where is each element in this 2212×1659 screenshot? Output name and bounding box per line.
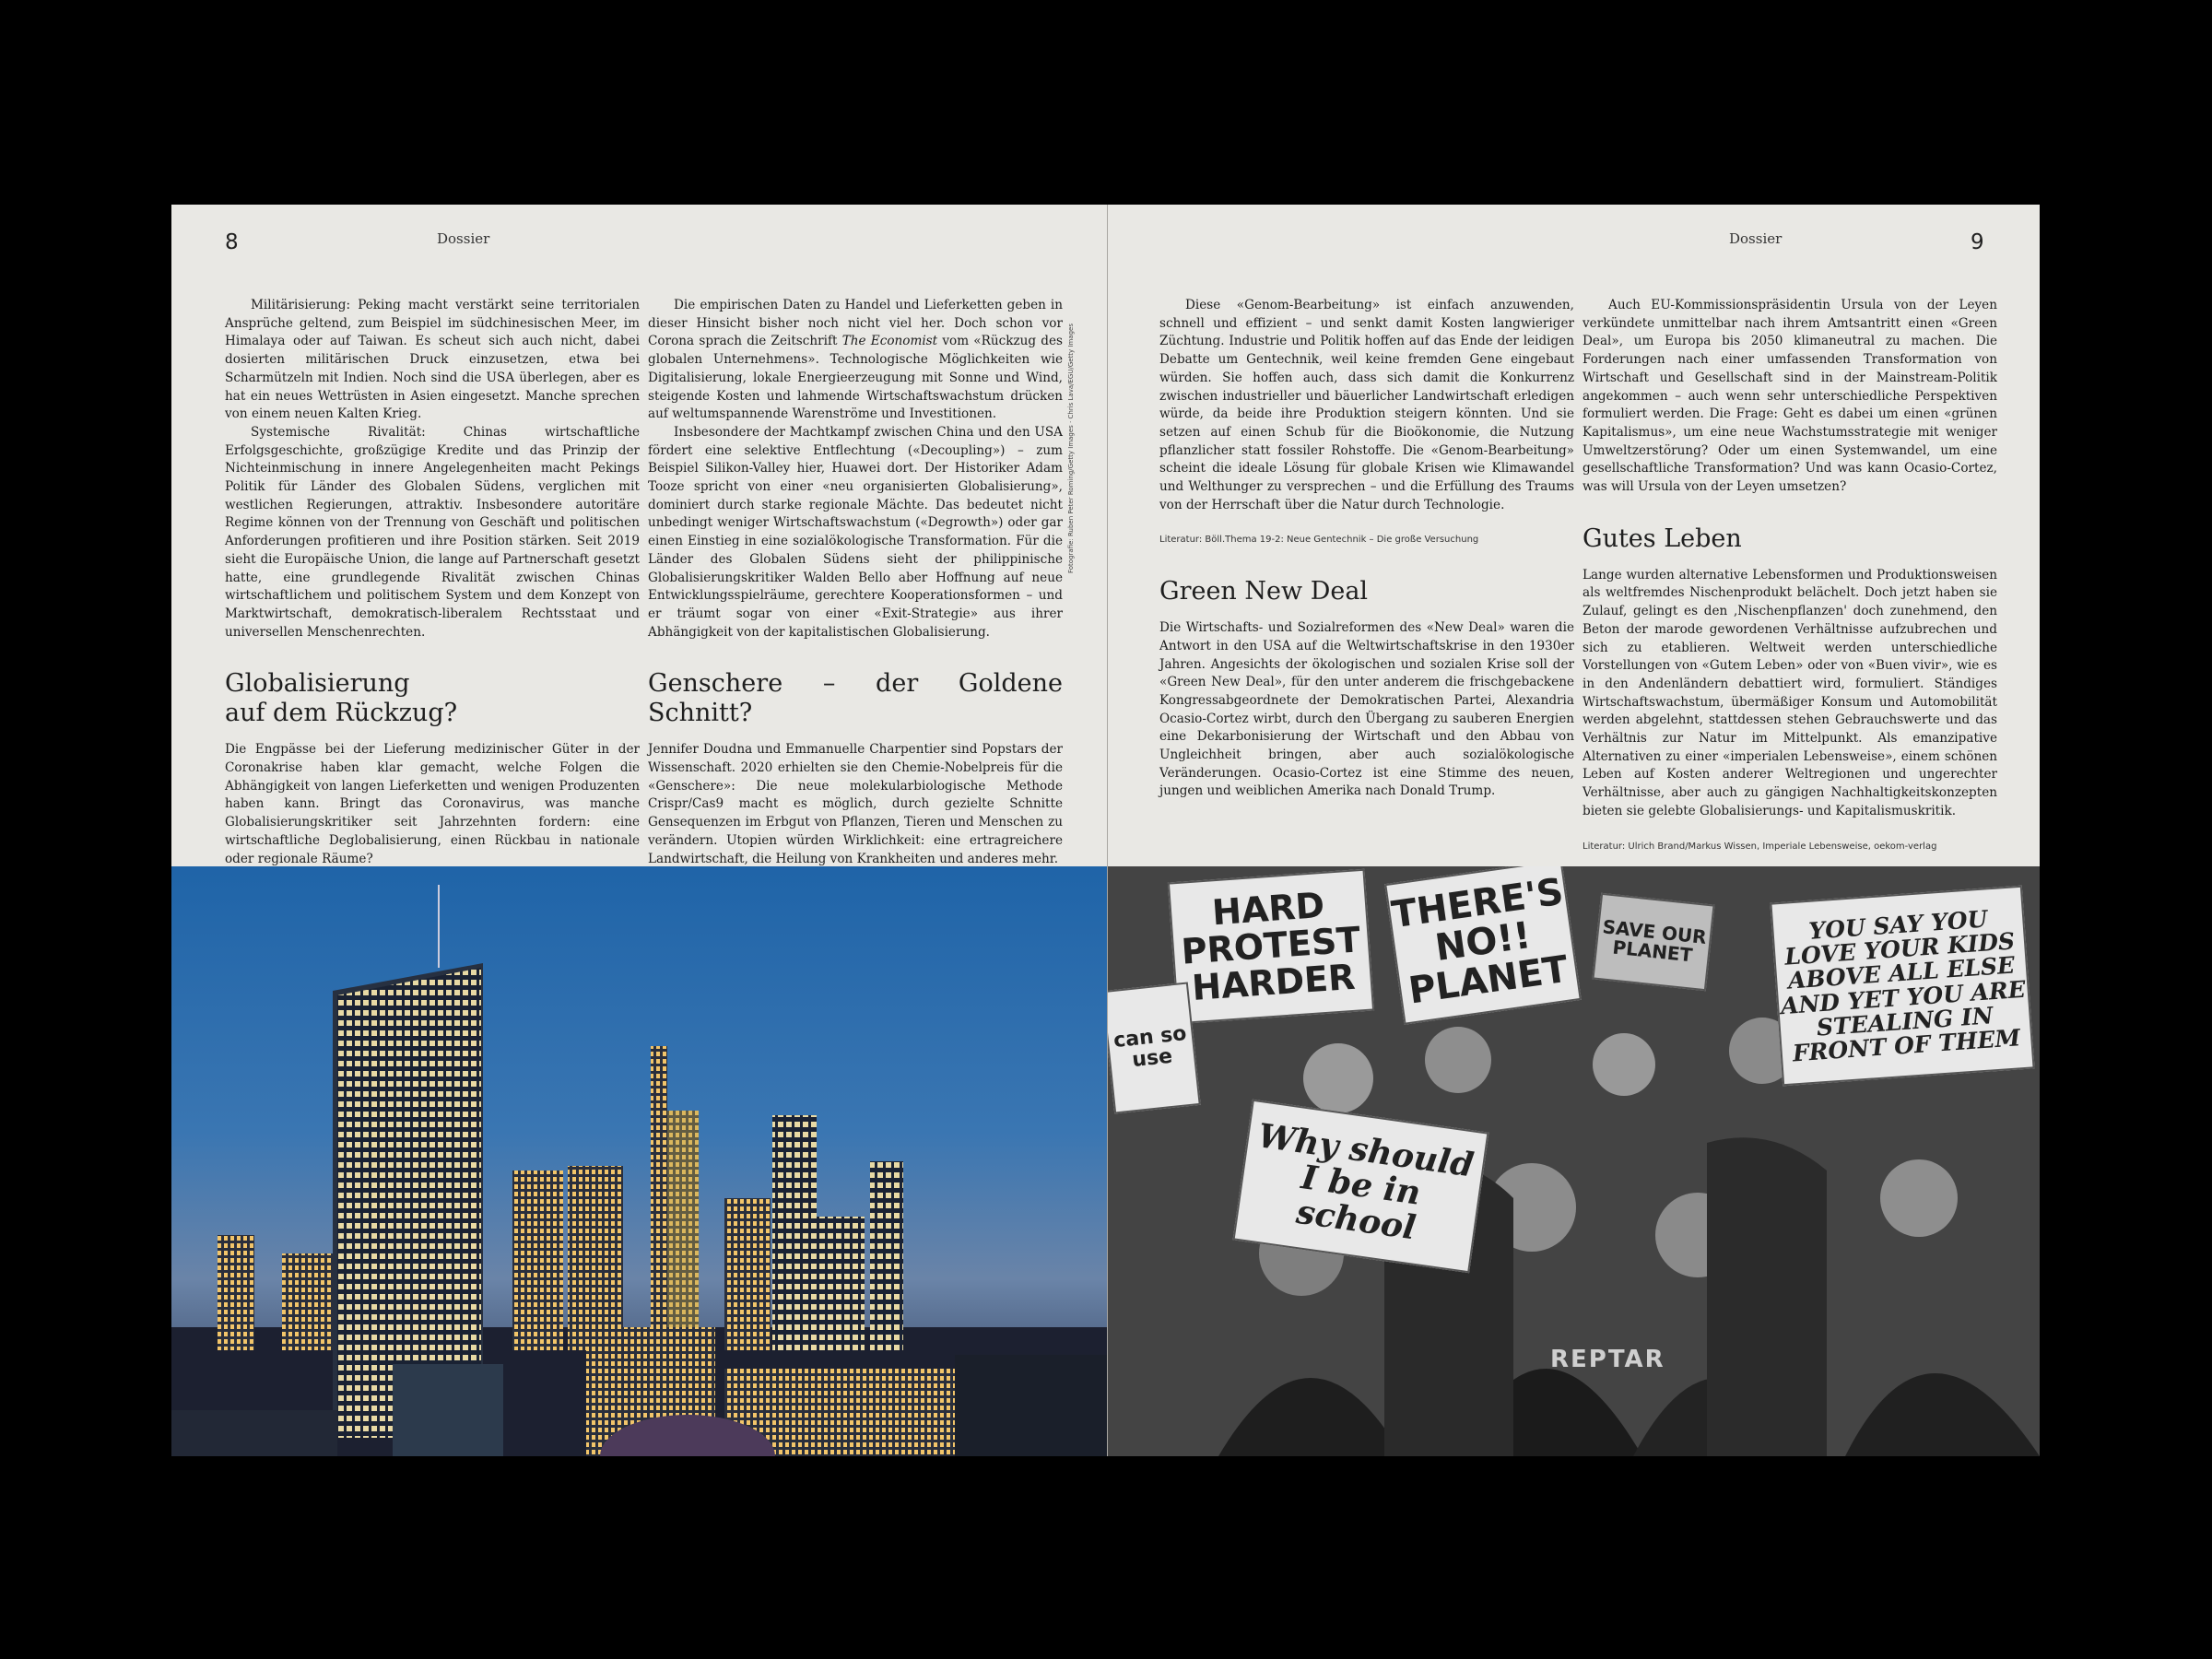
protest-sign: SAVE OUR PLANET — [1592, 893, 1714, 991]
paragraph: Insbesondere der Machtkampf zwischen China und den USA fördert eine selektive Entflechtung («Decoupling») – zum Beispiel Silikon-Valley hier, Huawei dort. Der Historiker Adam Tooze spricht von einer «neu organisierten Globalisierung», dominiert durch starke regionale Mächte. Das bedeutet nicht unbedingt weniger Wirtschaftswachstum («Degrowth») oder gar einen Einstieg in eine sozialökologische Transformation. Für die Länder des Globalen Südens sieht der philippinische Globalisierungskritiker Walden Bello aber Hoffnung auf neue Entwicklungsspielräume, gerechtere Kooperationsformen – und er träumt sogar von einer «Exit-Strategie» aus ihrer Abhängigkeit von der kapitalistischen Globalisierung. — [648, 424, 1063, 640]
skyline-illustration — [171, 866, 1107, 1456]
running-head: Dossier — [1729, 230, 1783, 247]
page-number: 9 — [1971, 230, 1984, 254]
paragraph: Systemische Rivalität: Chinas wirtschaftliche Erfolgsgeschichte, großzügige Kredite und das Prinzip der Nichteinmischung in innere Angelegenheiten macht Pekings Politik für Länder des Globalen Südens, verglichen mit westlichen Regierungen, attraktiv. Insbesondere autoritäre Regime können von der Trennung von Geschäft und politischen Anforderungen profitieren und ihre Position stärken. Seit 2019 sieht die Europäische Union, die lange auf Partnerschaft gesetzt hatte, eine grundlegende Rivalität zwischen Chinas wirtschaftlichem und politischem System und dem Konzept von Marktwirtschaft, demokratisch-liberalem Rechtsstaat und universellen Menschenrechten. — [225, 424, 640, 640]
shirt-print: REPTAR — [1550, 1346, 1665, 1373]
heading-line: Globalisierung — [225, 669, 410, 699]
paragraph: Diese «Genom-Bearbeitung» ist einfach anzuwenden, schnell und effizient – und senkt damit Kosten langwieriger Züchtung. Industrie und Politik hoffen auf das Ende der leidigen Debatte um Gentechnik, weil keine fremden Gene eingebaut würden. Sie hoffen auch, dass sich damit die Konkurrenz zwischen industrieller und bäuerlicher Landwirtschaft erledigen würde, da beide ihre Produktion steigern könnten. Und sie setzen auf einen Schub für die Bioökonomie, die Nutzung pflanzlicher statt fossiler Rohstoffe. Die «Genom-Bearbeitung» scheint die ideale Lösung für globale Krisen wie Klimawandel und Welthunger zu versprechen – und die Erfüllung des Traums von der Herrschaft über die Natur durch Technologie. — [1159, 298, 1574, 512]
photo-credit: Fotografie: Ruben Peter Roming/Getty Images · Chris Lava/EGU/Getty Images — [1067, 324, 1075, 573]
literature-note: Literatur: Ulrich Brand/Markus Wissen, Imperiale Lebensweise, oekom-verlag — [1583, 841, 1937, 852]
paragraph: Militärisierung: Peking macht verstärkt seine territorialen Ansprüche geltend, zum Beispiel im südchinesischen Meer, im Himalaya oder auf Taiwan. Es scheut sich auch nicht, dabei dosierten militärischen Druck einzusetzen, etwa bei Scharmützeln mit Indien. Noch sind die USA überlegen, aber es hat ein neues Wettrüsten in Asien eingesetzt. Manche sprechen von einem neuen Kalten Krieg. — [225, 298, 640, 422]
protest-sign: can so use — [1108, 982, 1201, 1113]
paragraph: Die Engpässe bei der Lieferung medizinischer Güter in der Coronakrise haben klar gemacht, welche Folgen die Abhängigkeit von langen Lieferketten und wenigen Produzenten haben kann. Bringt das Coronavirus, was manche Globalisierungskritiker seit Jahrzehnten fordern: eine wirtschaftliche Deglobalisierung, einen Rückbau in nationale oder regionale Räume? — [225, 742, 640, 866]
left-column-1 — [225, 297, 640, 868]
paragraph: Die Wirtschafts- und Sozialreformen des «New Deal» waren die Antwort in den USA auf die Weltwirtschaftskrise in den 1930er Jahren. Angesichts der ökologischen und sozialen Krise soll der «Green New Deal», für den unter anderem die frischgebackene Kongressabgeordnete der Demokratischen Partei, Alexandria Ocasio-Cortez wirbt, durch den Übergang zu sauberen Energien eine Dekarbonisierung der Wirtschaft und den Abbau von Ungleichheit bringen, aber auch sozialökologische Veränderungen. Ocasio-Cortez ist eine Stimme des neuen, jungen und weiblichen Amerika nach Donald Trump. — [1159, 620, 1574, 799]
left-column-2 — [648, 297, 1063, 868]
section-heading — [225, 669, 640, 728]
frankfurt-skyline-photo — [171, 866, 1107, 1456]
right-page — [1108, 205, 2040, 1456]
right-column-2 — [1583, 297, 1997, 855]
protest-sign: HARD PROTEST HARDER — [1168, 869, 1374, 1025]
climate-protest-photo — [1108, 866, 2040, 1456]
paragraph: Die empirischen Daten zu Handel und Lieferketten geben in dieser Hinsicht bisher noch nicht viel her. Doch schon vor Corona sprach die Zeitschrift The Economist vom «Rückzug des globalen Unternehmens». Technologische Möglichkeiten wie Digitalisierung, lokale Energieerzeugung mit Sonne und Wind, steigende Kosten und lahmende Wirtschaftswachstum drücken auf weltumspannende Warenströme und Investitionen. — [648, 298, 1064, 422]
section-heading: Gutes Leben — [1583, 524, 1742, 553]
right-column-1 — [1159, 297, 1574, 801]
paragraph: Jennifer Doudna und Emmanuelle Charpentier sind Popstars der Wissenschaft. 2020 erhielten sie den Chemie-Nobelpreis für die «Genschere»: Die neue molekularbiologische Methode Crispr/Cas9 macht es möglich, durch gezielte Schnitte Gensequenzen im Erbgut von Pflanzen, Tieren und Menschen zu verändern. Utopien würden Wirklichkeit: eine ertragreichere Landwirtschaft, die Heilung von Krankheiten und anderes mehr. — [648, 742, 1063, 866]
protest-sign: Why should I be in school — [1233, 1100, 1489, 1274]
protest-sign: THERE'S NO!! PLANET — [1384, 866, 1582, 1025]
literature-note: Literatur: Böll.Thema 19-2: Neue Gentechnik – Die große Versuchung — [1159, 535, 1479, 546]
protest-sign: YOU SAY YOU LOVE YOUR KIDS ABOVE ALL ELSE AND YET YOU ARE STEALING IN FRONT OF THEM — [1770, 886, 2034, 1087]
section-heading: Green New Deal — [1159, 577, 1369, 606]
paragraph: Auch EU-Kommissionspräsidentin Ursula von der Leyen verkündete unmittelbar nach ihrem Amtsantritt einen «Green Deal», um Europa bis 2050 klimaneutral zu machen. Die Forderungen nach einer umfassenden Transformation von Wirtschaft und Gesellschaft sind in der Mainstream-Politik angekommen – auch wenn sehr unterschiedliche Perspektiven formuliert werden. Die Frage: Geht es dabei um einen «grünen Kapitalismus», um eine neue Wachstumsstrategie mit weniger Umweltzerstörung? Oder um einen Systemwandel, um eine gesellschaftliche Transformation? Und was kann Ocasio-Cortez, was will Ursula von der Leyen umsetzen? — [1583, 298, 1997, 495]
left-page — [171, 205, 1107, 1456]
page-number: 8 — [225, 230, 239, 254]
running-head: Dossier — [437, 230, 490, 247]
heading-line: auf dem Rückzug? — [225, 699, 458, 728]
paragraph: Lange wurden alternative Lebensformen und Produktionsweisen als weltfremdes Nischenprodukt belächelt. Doch jetzt haben sie Zulauf, gelingt es den ‚Nischenpflanzen' doch zunehmend, den Beton der marode gewordenen Verhältnisse aufzubrechen und sich zu etablieren. Weltweit werden unterschiedliche Vorstellungen von «Gutem Leben» oder von «Buen vivir», wie es in den Andenländern debattiert wird, formuliert. Ständiges Wirtschaftswachstum, übermäßiger Konsum und Automobilität werden abgelehnt, stattdessen stehen Gebrauchswerte und das Verhältnis zur Natur im Mittelpunkt. Als emanzipative Alternativen zu einer «imperialen Lebensweise», einem schönen Leben auf Kosten anderer Weltregionen und ungerechter Verhältnisse, aber auch zu gängigen Nachhaltigkeitskonzepten bieten sie gelebte Globalisierungs- und Kapitalismuskritik. — [1583, 567, 1997, 818]
section-heading: Genschere – der Goldene Schnitt? — [648, 669, 1063, 728]
